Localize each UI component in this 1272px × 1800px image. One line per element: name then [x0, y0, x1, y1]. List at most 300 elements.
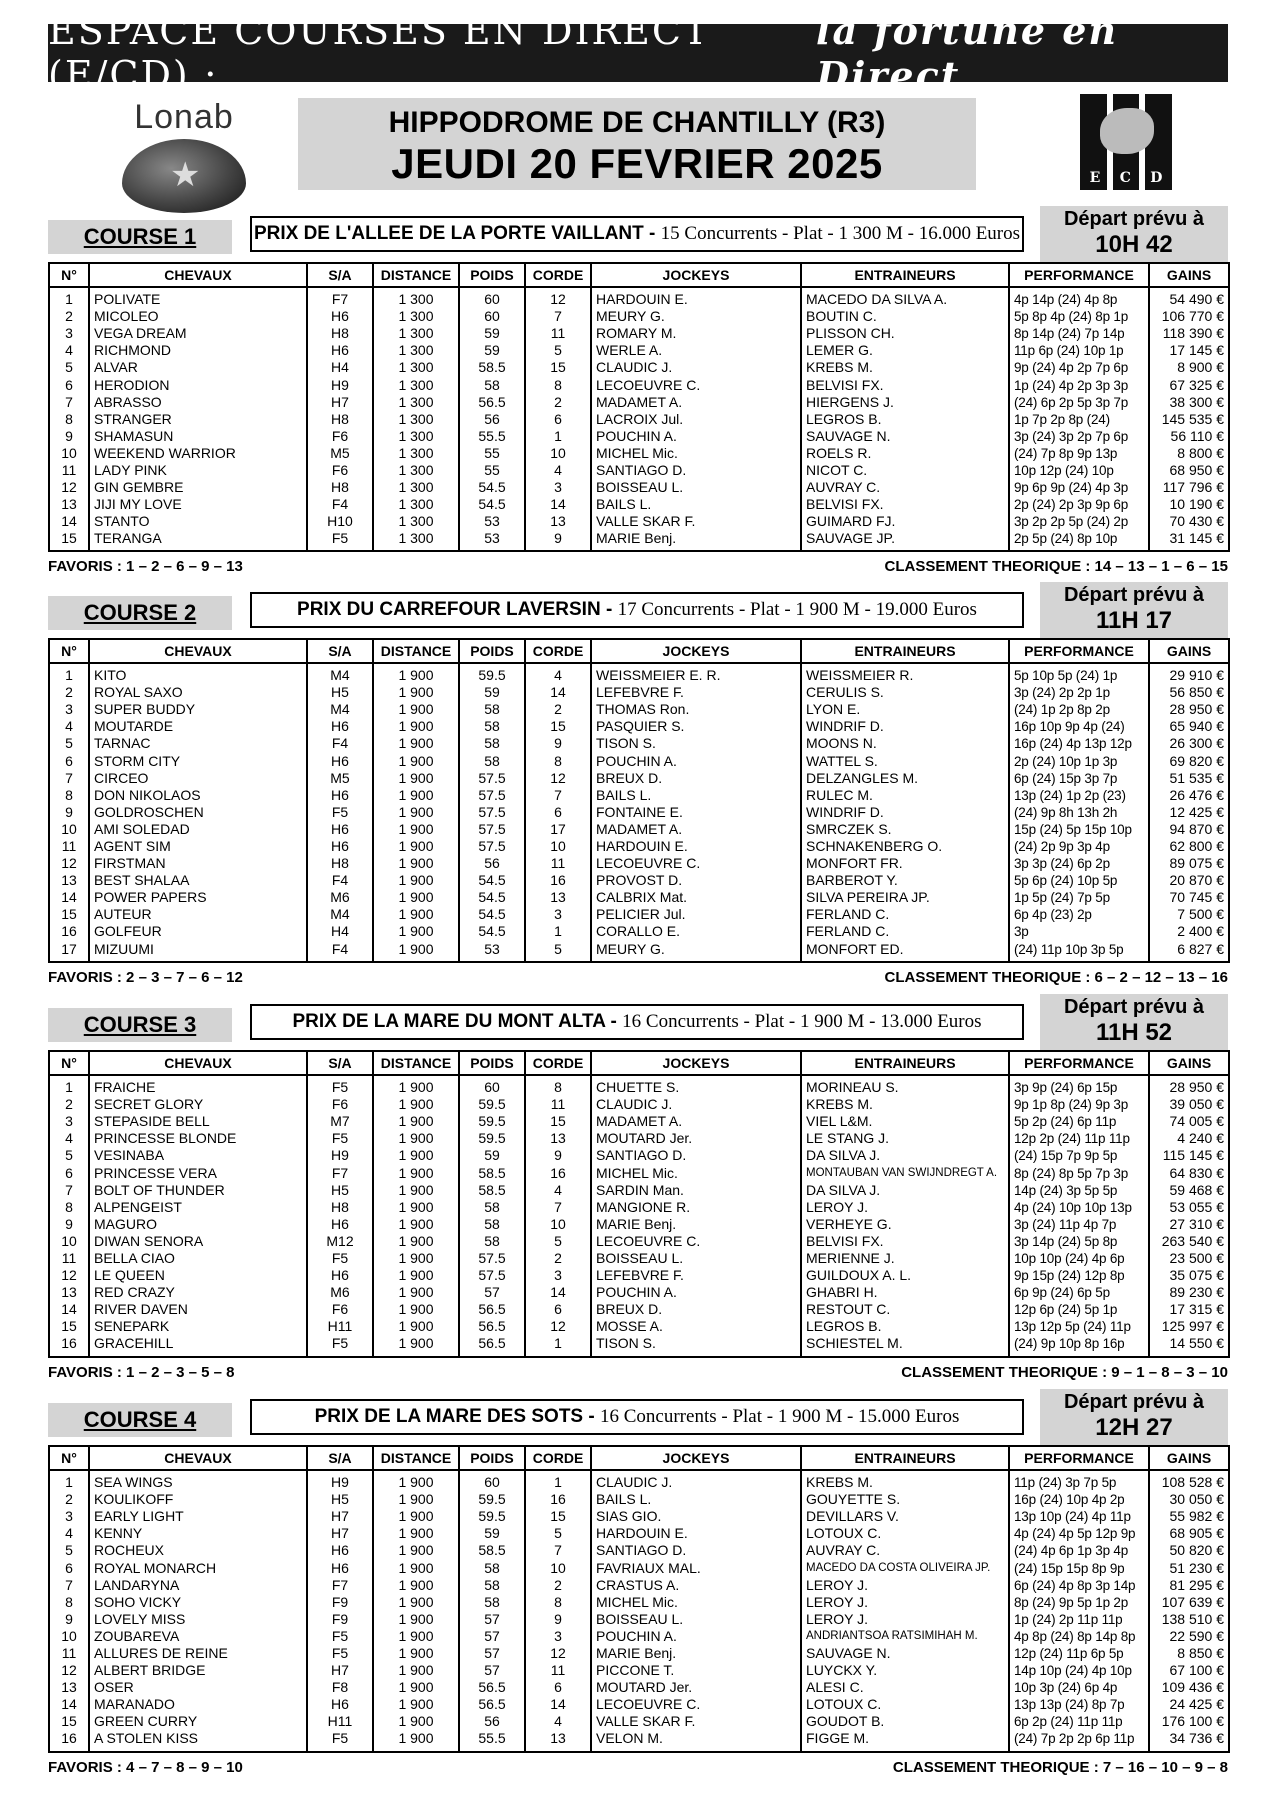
distance: 1 300 [373, 513, 459, 530]
jockey: MICHEL Mic. [591, 1164, 801, 1181]
hippodrome-title [298, 98, 976, 190]
table-row [49, 718, 1229, 735]
weight: 58 [459, 752, 525, 769]
sex-age: H4 [307, 923, 373, 940]
runner-number: 5 [49, 735, 89, 752]
draw: 4 [525, 1713, 591, 1730]
draw: 7 [525, 1542, 591, 1559]
earnings: 8 900 € [1149, 359, 1229, 376]
column-header: POIDS [459, 263, 525, 287]
trainer: BELVISI FX. [801, 376, 1009, 393]
distance: 1 900 [373, 1284, 459, 1301]
runner-number: 15 [49, 530, 89, 551]
runner-number: 14 [49, 889, 89, 906]
trainer: VIEL L&M. [801, 1113, 1009, 1130]
earnings: 68 950 € [1149, 462, 1229, 479]
performance: 4p (24) 4p 5p 12p 9p [1009, 1525, 1149, 1542]
table-row [49, 394, 1229, 411]
weight: 59.5 [459, 1113, 525, 1130]
earnings: 28 950 € [1149, 1075, 1229, 1096]
table-row [49, 428, 1229, 445]
trainer: LE STANG J. [801, 1130, 1009, 1147]
horse-name: ROYAL MONARCH [89, 1559, 307, 1576]
weight: 57 [459, 1611, 525, 1628]
runner-number: 10 [49, 445, 89, 462]
jockey: TISON S. [591, 735, 801, 752]
table-row [49, 1662, 1229, 1679]
trainer: MACEDO DA COSTA OLIVEIRA JP. [801, 1559, 1009, 1576]
sex-age: H5 [307, 684, 373, 701]
table-row [49, 752, 1229, 769]
trainer: SILVA PEREIRA JP. [801, 889, 1009, 906]
horse-name: STEPASIDE BELL [89, 1113, 307, 1130]
trainer: MORINEAU S. [801, 1075, 1009, 1096]
table-row [49, 923, 1229, 940]
prix-title [250, 1399, 1024, 1435]
distance: 1 900 [373, 1164, 459, 1181]
runner-number: 10 [49, 1628, 89, 1645]
column-header: JOCKEYS [591, 263, 801, 287]
performance: 1p (24) 2p 11p 11p [1009, 1611, 1149, 1628]
performance: 5p 8p 4p (24) 8p 1p [1009, 308, 1149, 325]
distance: 1 900 [373, 1730, 459, 1751]
draw: 16 [525, 872, 591, 889]
performance: (24) 4p 6p 1p 3p 4p [1009, 1542, 1149, 1559]
weight: 56.5 [459, 1679, 525, 1696]
performance: 4p 14p (24) 4p 8p [1009, 287, 1149, 308]
performance: 1p 5p (24) 7p 5p [1009, 889, 1149, 906]
trainer: ROELS R. [801, 445, 1009, 462]
column-header: CORDE [525, 1051, 591, 1075]
column-header: S/A [307, 1446, 373, 1470]
jockey: CRASTUS A. [591, 1577, 801, 1594]
trainer: LEGROS B. [801, 411, 1009, 428]
distance: 1 300 [373, 308, 459, 325]
runner-number: 7 [49, 394, 89, 411]
draw: 15 [525, 1113, 591, 1130]
distance: 1 300 [373, 325, 459, 342]
course-section [48, 994, 1228, 1382]
draw: 6 [525, 411, 591, 428]
distance: 1 900 [373, 1113, 459, 1130]
column-header: PERFORMANCE [1009, 263, 1149, 287]
earnings: 81 295 € [1149, 1577, 1229, 1594]
ecd-logo [1080, 94, 1172, 190]
sex-age: H6 [307, 1267, 373, 1284]
classement-theorique: CLASSEMENT THEORIQUE : 6 – 2 – 12 – 13 – 16 [884, 968, 1228, 986]
horse-name: STRANGER [89, 411, 307, 428]
horse-name: FIRSTMAN [89, 855, 307, 872]
draw: 2 [525, 1250, 591, 1267]
trainer: GOUYETTE S. [801, 1491, 1009, 1508]
performance: 10p 12p (24) 10p [1009, 462, 1149, 479]
performance: 2p (24) 10p 1p 3p [1009, 752, 1149, 769]
horse-name: MIZUUMI [89, 941, 307, 962]
earnings: 89 075 € [1149, 855, 1229, 872]
runner-number: 12 [49, 855, 89, 872]
earnings: 35 075 € [1149, 1267, 1229, 1284]
column-header: CHEVAUX [89, 263, 307, 287]
table-row [49, 1130, 1229, 1147]
runner-number: 14 [49, 513, 89, 530]
prix-name: PRIX DE LA MARE DES SOTS - [314, 1406, 595, 1427]
performance: 3p 3p (24) 6p 2p [1009, 855, 1149, 872]
runner-number: 16 [49, 1730, 89, 1751]
jockey: MOUTARD Jer. [591, 1130, 801, 1147]
trainer: GUIMARD FJ. [801, 513, 1009, 530]
weight: 59.5 [459, 1491, 525, 1508]
draw: 12 [525, 287, 591, 308]
sex-age: F4 [307, 941, 373, 962]
jockey: BREUX D. [591, 770, 801, 787]
runner-number: 13 [49, 1679, 89, 1696]
course-section [48, 582, 1228, 987]
race-date: JEUDI 20 FEVRIER 2025 [391, 140, 883, 187]
performance: 9p 6p 9p (24) 4p 3p [1009, 479, 1149, 496]
table-row [49, 1318, 1229, 1335]
table-row [49, 663, 1229, 684]
weight: 55 [459, 462, 525, 479]
distance: 1 900 [373, 1525, 459, 1542]
earnings: 64 830 € [1149, 1164, 1229, 1181]
runners-table [48, 1445, 1230, 1753]
sex-age: H6 [307, 342, 373, 359]
weight: 56.5 [459, 1335, 525, 1356]
favoris: FAVORIS : 1 – 2 – 3 – 5 – 8 [48, 1363, 235, 1381]
distance: 1 300 [373, 462, 459, 479]
prix-title [250, 592, 1024, 628]
weight: 53 [459, 513, 525, 530]
distance: 1 900 [373, 1542, 459, 1559]
trainer: BELVISI FX. [801, 496, 1009, 513]
depart-box [1040, 206, 1228, 262]
distance: 1 900 [373, 1594, 459, 1611]
trainer: AUVRAY C. [801, 1542, 1009, 1559]
table-row [49, 735, 1229, 752]
trainer: WEISSMEIER R. [801, 663, 1009, 684]
performance: 16p 10p 9p 4p (24) [1009, 718, 1149, 735]
trainer: KREBS M. [801, 1470, 1009, 1491]
sex-age: F9 [307, 1594, 373, 1611]
weight: 53 [459, 941, 525, 962]
depart-label: Départ prévu à [1063, 1391, 1205, 1413]
runner-number: 5 [49, 1147, 89, 1164]
jockey: CLAUDIC J. [591, 359, 801, 376]
column-header: ENTRAINEURS [801, 639, 1009, 663]
runner-number: 4 [49, 1130, 89, 1147]
distance: 1 300 [373, 287, 459, 308]
runner-number: 11 [49, 1645, 89, 1662]
sex-age: F5 [307, 1130, 373, 1147]
prix-name: PRIX DE L'ALLEE DE LA PORTE VAILLANT - [253, 223, 656, 244]
earnings: 107 639 € [1149, 1594, 1229, 1611]
performance: 5p 2p (24) 6p 11p [1009, 1113, 1149, 1130]
earnings: 27 310 € [1149, 1216, 1229, 1233]
draw: 3 [525, 1267, 591, 1284]
draw: 4 [525, 1182, 591, 1199]
sex-age: H6 [307, 1542, 373, 1559]
trainer: BARBEROT Y. [801, 872, 1009, 889]
earnings: 89 230 € [1149, 1284, 1229, 1301]
runner-number: 1 [49, 663, 89, 684]
column-header: ENTRAINEURS [801, 1446, 1009, 1470]
horse-name: PRINCESSE BLONDE [89, 1130, 307, 1147]
performance: 12p (24) 11p 6p 5p [1009, 1645, 1149, 1662]
trainer: MONTAUBAN VAN SWIJNDREGT A. [801, 1164, 1009, 1181]
runners-table [48, 1050, 1230, 1358]
distance: 1 900 [373, 1628, 459, 1645]
weight: 54.5 [459, 889, 525, 906]
draw: 17 [525, 821, 591, 838]
draw: 14 [525, 684, 591, 701]
course-label: COURSE 1 [48, 220, 232, 254]
performance: 6p 2p (24) 11p 11p [1009, 1713, 1149, 1730]
distance: 1 900 [373, 838, 459, 855]
performance: 6p (24) 4p 8p 3p 14p [1009, 1577, 1149, 1594]
distance: 1 900 [373, 1491, 459, 1508]
earnings: 70 430 € [1149, 513, 1229, 530]
draw: 7 [525, 1199, 591, 1216]
sex-age: F6 [307, 1096, 373, 1113]
jockey: CLAUDIC J. [591, 1470, 801, 1491]
distance: 1 900 [373, 1662, 459, 1679]
horse-name: LOVELY MISS [89, 1611, 307, 1628]
column-header: DISTANCE [373, 263, 459, 287]
course-label: COURSE 2 [48, 596, 232, 630]
sex-age: H6 [307, 308, 373, 325]
depart-box [1040, 582, 1228, 638]
jockey: BAILS L. [591, 496, 801, 513]
column-header: POIDS [459, 1051, 525, 1075]
favoris: FAVORIS : 1 – 2 – 6 – 9 – 13 [48, 558, 243, 576]
jockey: WERLE A. [591, 342, 801, 359]
sex-age: H7 [307, 394, 373, 411]
performance: 10p 10p (24) 4p 6p [1009, 1250, 1149, 1267]
distance: 1 900 [373, 1267, 459, 1284]
sex-age: M5 [307, 445, 373, 462]
jockey: SANTIAGO D. [591, 462, 801, 479]
column-header: PERFORMANCE [1009, 1051, 1149, 1075]
runner-number: 4 [49, 342, 89, 359]
distance: 1 900 [373, 735, 459, 752]
table-row [49, 1611, 1229, 1628]
distance: 1 300 [373, 394, 459, 411]
trainer: MONFORT FR. [801, 855, 1009, 872]
draw: 8 [525, 1075, 591, 1096]
table-row [49, 513, 1229, 530]
table-row [49, 838, 1229, 855]
sex-age: F5 [307, 1730, 373, 1751]
earnings: 30 050 € [1149, 1491, 1229, 1508]
trainer: WINDRIF D. [801, 718, 1009, 735]
draw: 1 [525, 923, 591, 940]
jockey: MOUTARD Jer. [591, 1679, 801, 1696]
runner-number: 16 [49, 923, 89, 940]
distance: 1 300 [373, 445, 459, 462]
runner-number: 5 [49, 1542, 89, 1559]
sex-age: H7 [307, 1508, 373, 1525]
performance: 13p 13p (24) 8p 7p [1009, 1696, 1149, 1713]
weight: 60 [459, 308, 525, 325]
table-row [49, 1096, 1229, 1113]
weight: 58 [459, 1216, 525, 1233]
column-header: PERFORMANCE [1009, 639, 1149, 663]
weight: 58 [459, 701, 525, 718]
weight: 58 [459, 1594, 525, 1611]
runner-number: 8 [49, 411, 89, 428]
draw: 12 [525, 770, 591, 787]
lonab-logo [120, 98, 248, 208]
weight: 58.5 [459, 1164, 525, 1181]
draw: 4 [525, 663, 591, 684]
distance: 1 900 [373, 1096, 459, 1113]
distance: 1 300 [373, 530, 459, 551]
sex-age: H9 [307, 1147, 373, 1164]
earnings: 22 590 € [1149, 1628, 1229, 1645]
sex-age: H6 [307, 1216, 373, 1233]
performance: 4p (24) 10p 10p 13p [1009, 1199, 1149, 1216]
jockey: LEFEBVRE F. [591, 1267, 801, 1284]
runner-number: 11 [49, 838, 89, 855]
sex-age: H6 [307, 752, 373, 769]
sex-age: H6 [307, 718, 373, 735]
draw: 3 [525, 1628, 591, 1645]
horse-name: LE QUEEN [89, 1267, 307, 1284]
performance: 3p (24) 11p 4p 7p [1009, 1216, 1149, 1233]
weight: 58.5 [459, 1182, 525, 1199]
draw: 14 [525, 496, 591, 513]
table-row [49, 411, 1229, 428]
table-row [49, 1491, 1229, 1508]
earnings: 51 230 € [1149, 1559, 1229, 1576]
column-header: POIDS [459, 1446, 525, 1470]
jockey: BOISSEAU L. [591, 1250, 801, 1267]
distance: 1 900 [373, 1611, 459, 1628]
runner-number: 8 [49, 787, 89, 804]
table-row [49, 1696, 1229, 1713]
performance: 5p 10p 5p (24) 1p [1009, 663, 1149, 684]
draw: 6 [525, 1679, 591, 1696]
horse-name: ZOUBAREVA [89, 1628, 307, 1645]
jockey: LEFEBVRE F. [591, 684, 801, 701]
horse-name: AUTEUR [89, 906, 307, 923]
runner-number: 9 [49, 1611, 89, 1628]
prix-title [250, 216, 1024, 252]
draw: 2 [525, 701, 591, 718]
sex-age: H8 [307, 479, 373, 496]
banner [48, 8, 1228, 98]
jockey: POUCHIN A. [591, 752, 801, 769]
runner-number: 7 [49, 770, 89, 787]
table-row [49, 1508, 1229, 1525]
horse-name: RICHMOND [89, 342, 307, 359]
trainer: LEROY J. [801, 1577, 1009, 1594]
distance: 1 900 [373, 1216, 459, 1233]
sex-age: H9 [307, 376, 373, 393]
sex-age: H5 [307, 1182, 373, 1199]
sex-age: M4 [307, 906, 373, 923]
weight: 57.5 [459, 821, 525, 838]
column-header: ENTRAINEURS [801, 1051, 1009, 1075]
runner-number: 1 [49, 1470, 89, 1491]
column-header: GAINS [1149, 1051, 1229, 1075]
sex-age: H8 [307, 855, 373, 872]
distance: 1 300 [373, 479, 459, 496]
table-row [49, 1645, 1229, 1662]
table-row [49, 1284, 1229, 1301]
column-header: CORDE [525, 263, 591, 287]
trainer: LEMER G. [801, 342, 1009, 359]
table-row [49, 906, 1229, 923]
table-row [49, 1075, 1229, 1096]
distance: 1 300 [373, 496, 459, 513]
horse-name: SOHO VICKY [89, 1594, 307, 1611]
draw: 6 [525, 804, 591, 821]
runner-number: 14 [49, 1696, 89, 1713]
table-row [49, 287, 1229, 308]
weight: 57.5 [459, 838, 525, 855]
weight: 57 [459, 1662, 525, 1679]
weight: 55 [459, 445, 525, 462]
course-label: COURSE 4 [48, 1403, 232, 1437]
jockey: FONTAINE E. [591, 804, 801, 821]
horse-name: SUPER BUDDY [89, 701, 307, 718]
draw: 6 [525, 1301, 591, 1318]
horse-name: ALPENGEIST [89, 1199, 307, 1216]
horse-name: SECRET GLORY [89, 1096, 307, 1113]
jockey: VELON M. [591, 1730, 801, 1751]
jockey: BAILS L. [591, 1491, 801, 1508]
jockey: SANTIAGO D. [591, 1542, 801, 1559]
table-row [49, 1559, 1229, 1576]
runner-number: 13 [49, 1284, 89, 1301]
prix-title [250, 1004, 1024, 1040]
draw: 12 [525, 1645, 591, 1662]
weight: 58 [459, 1577, 525, 1594]
table-row [49, 821, 1229, 838]
distance: 1 300 [373, 376, 459, 393]
trainer: GOUDOT B. [801, 1713, 1009, 1730]
table-row [49, 359, 1229, 376]
runner-number: 10 [49, 821, 89, 838]
horse-name: JIJI MY LOVE [89, 496, 307, 513]
earnings: 23 500 € [1149, 1250, 1229, 1267]
sex-age: H6 [307, 1559, 373, 1576]
trainer: SAUVAGE N. [801, 1645, 1009, 1662]
column-header: JOCKEYS [591, 1446, 801, 1470]
horse-name: AGENT SIM [89, 838, 307, 855]
earnings: 31 145 € [1149, 530, 1229, 551]
earnings: 29 910 € [1149, 663, 1229, 684]
column-header: DISTANCE [373, 639, 459, 663]
course-footer [48, 965, 1228, 987]
distance: 1 900 [373, 1470, 459, 1491]
sex-age: F7 [307, 1164, 373, 1181]
jockey: LACROIX Jul. [591, 411, 801, 428]
runner-number: 13 [49, 872, 89, 889]
distance: 1 900 [373, 752, 459, 769]
horse-name: STORM CITY [89, 752, 307, 769]
table-row [49, 1594, 1229, 1611]
horse-name: MICOLEO [89, 308, 307, 325]
column-header: S/A [307, 639, 373, 663]
distance: 1 900 [373, 701, 459, 718]
trainer: BELVISI FX. [801, 1233, 1009, 1250]
horse-name: SHAMASUN [89, 428, 307, 445]
distance: 1 900 [373, 906, 459, 923]
course-section [48, 1389, 1228, 1777]
jockey: PELICIER Jul. [591, 906, 801, 923]
